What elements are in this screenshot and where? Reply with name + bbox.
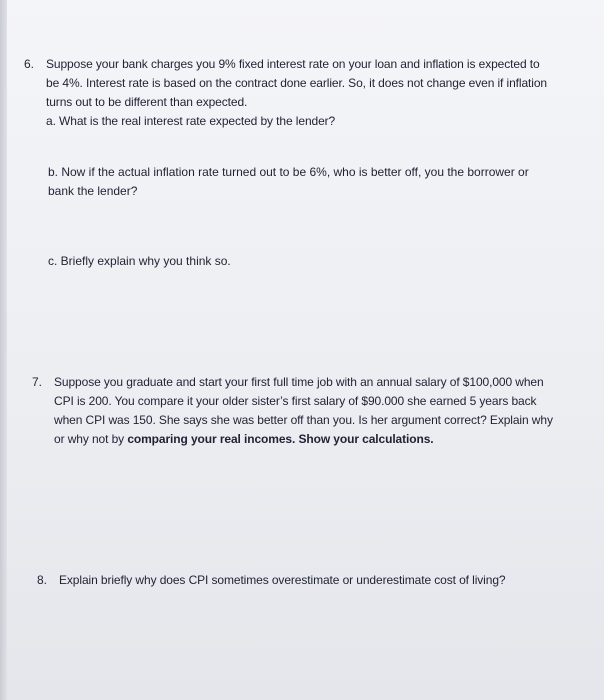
question-6-part-b-line-2: bank the lender? [48, 184, 138, 198]
question-6-part-b-line-1: b. Now if the actual inflation rate turned out to be 6%, who is better off, you the borrower or [48, 165, 529, 179]
question-7-line-1: Suppose you graduate and start your first full time job with an annual salary of $100,000 when [54, 375, 544, 389]
question-6-part-b [48, 163, 529, 201]
page-left-edge [0, 0, 7, 700]
question-6-line-2: be 4%. Interest rate is based on the contract done earlier. So, it does not change even if inflation [46, 76, 547, 90]
question-8-number: 8. [37, 573, 47, 587]
question-6-line-3: turns out to be different than expected. [46, 95, 248, 109]
question-7-line-4-bold: comparing your real incomes. Show your calculations. [127, 432, 434, 446]
question-6-line-1: Suppose your bank charges you 9% fixed interest rate on your loan and inflation is expected to [46, 57, 540, 71]
question-7-number: 7. [32, 375, 42, 389]
question-7-line-2: CPI is 200. You compare it your older sister’s first salary of $90.000 she earned 5 years back [54, 394, 537, 408]
question-6-part-c-text: c. Briefly explain why you think so. [48, 254, 231, 268]
question-7-line-4 [54, 430, 553, 449]
question-6-part-c [48, 252, 231, 271]
question-6-part-a: a. What is the real interest rate expected by the lender? [46, 114, 336, 128]
question-7-line-4-start: or why not by [54, 432, 128, 446]
question-8-text: Explain briefly why does CPI sometimes overestimate or underestimate cost of living? [59, 573, 506, 587]
question-7-line-3: when CPI was 150. She says she was better off than you. Is her argument correct? Explain why [54, 413, 553, 427]
question-6-number: 6. [24, 57, 34, 71]
